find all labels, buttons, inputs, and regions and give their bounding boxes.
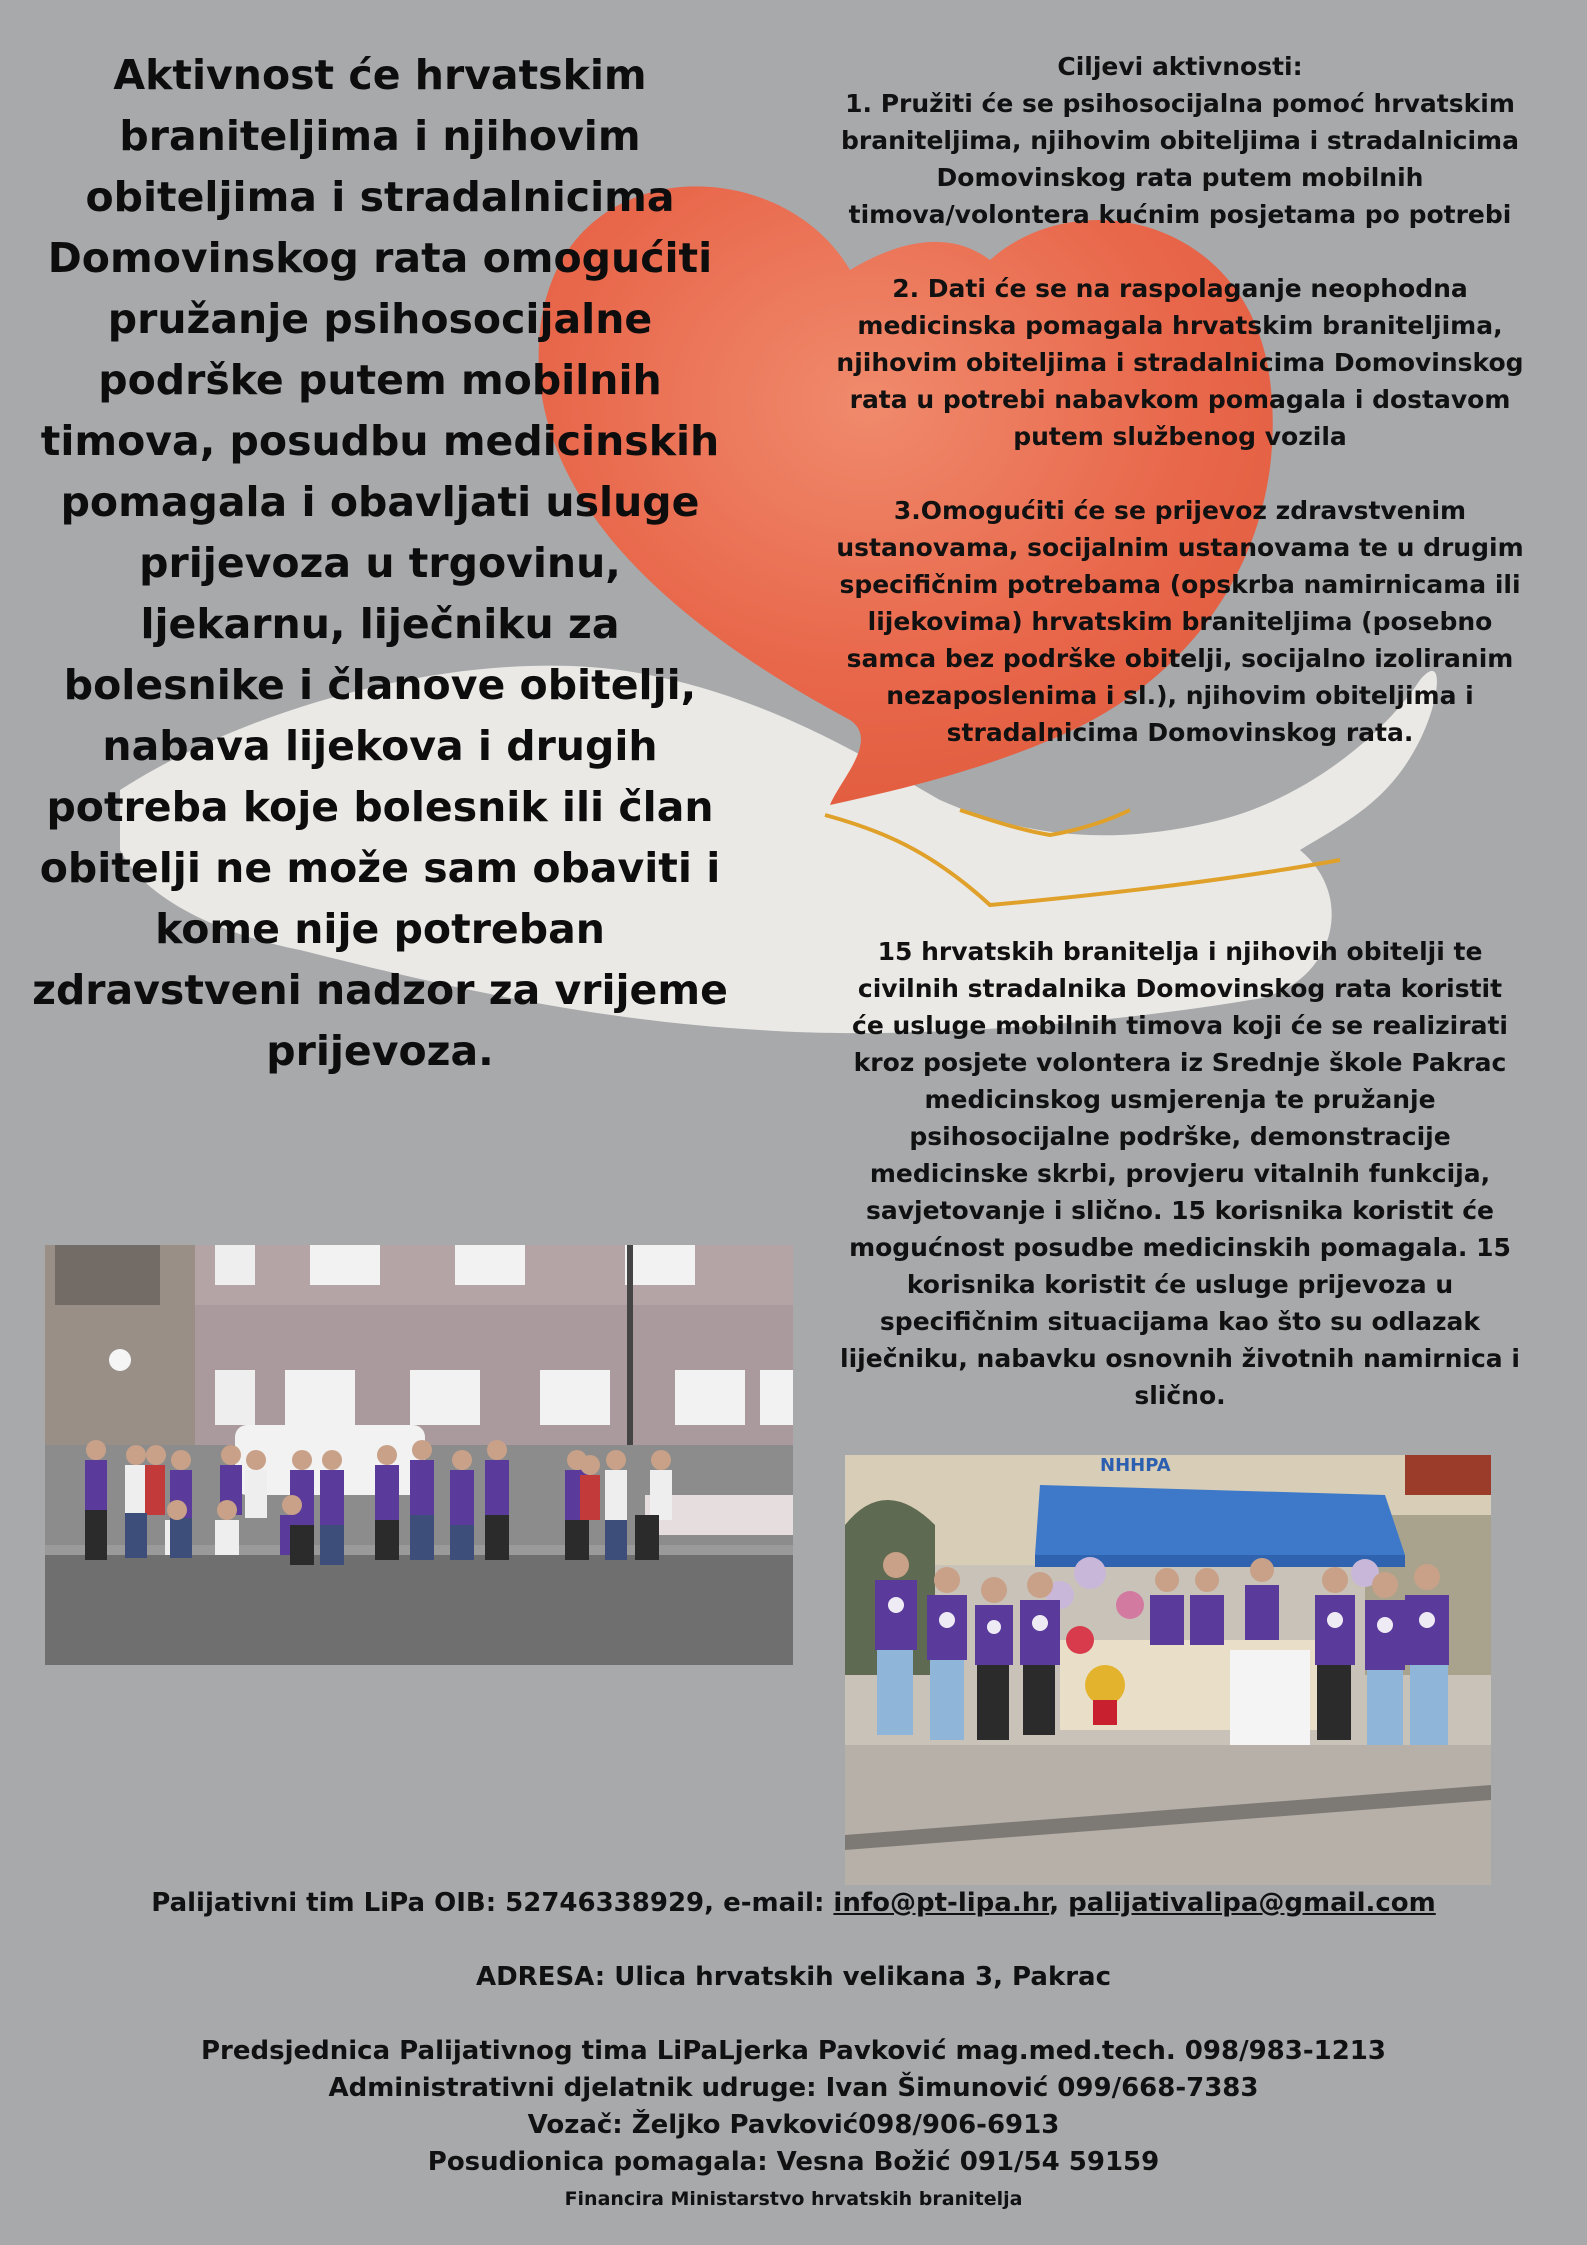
email-separator: , bbox=[1049, 1888, 1060, 1918]
president-line: Predsjednica Palijativnog tima LiPaLjerka Pavković mag.med.tech. 098/983-1213 bbox=[200, 2036, 1386, 2066]
admin-line: Administrativni djelatnik udruge: Ivan Šimunović 099/668-7383 bbox=[328, 2073, 1259, 2103]
group-photo bbox=[45, 1245, 793, 1665]
org-info: Palijativni tim LiPa OIB: 52746338929, e-mail: bbox=[151, 1888, 825, 1918]
lead-paragraph: Aktivnost će hrvatskim braniteljima i njihovim obiteljima i stradalnicima Domovinskog rata omogućiti pružanje psihosocijalne podrške putem mobilnih timova, posudbu medicinskih pomagala i obavljati usluge prijevoza u trgovinu, ljekarnu, liječniku za bolesnike i članove obitelji, nabava lijekova i drugih potreba koje bolesnik ili član obitelji ne može sam obaviti i kome nije potreban zdravstveni nadzor za vrijeme prijevoza. bbox=[32, 51, 728, 1075]
email-link-gmail[interactable]: palijativalipa@gmail.com bbox=[1068, 1888, 1436, 1918]
contact-section bbox=[80, 1885, 1507, 2218]
aids-line: Posudionica pomagala: Vesna Božić 091/54 59159 bbox=[427, 2147, 1160, 2177]
org-line bbox=[80, 1885, 1507, 1922]
address-line: ADRESA: Ulica hrvatskih velikana 3, Pakrac bbox=[475, 1962, 1112, 1992]
goal-item: 2. Dati će se na raspolaganje neophodna medicinska pomagala hrvatskim braniteljima, njihovim obiteljima i stradalnicima Domovinskog rata u potrebi nabavkom pomagala i dostavom putem službenog vozila bbox=[836, 274, 1524, 451]
goal-item: 1. Pružiti će se psihosocijalna pomoć hrvatskim braniteljima, njihovim obiteljima i stradalnicima Domovinskog rata putem mobilnih timova/volontera kućnim posjetama po potrebi bbox=[841, 89, 1519, 229]
stand-sign: NHHPA bbox=[1100, 1455, 1171, 1476]
driver-line: Vozač: Željko Pavković098/906-6913 bbox=[527, 2110, 1060, 2140]
funder-line: Financira Ministarstvo hrvatskih branitelja bbox=[564, 2188, 1023, 2210]
info-stand-photo bbox=[845, 1455, 1491, 1885]
goals-heading: Ciljevi aktivnosti: bbox=[1057, 52, 1303, 81]
beneficiaries-paragraph: 15 hrvatskih branitelja i njihovih obitelji te civilnih stradalnika Domovinskog rata koristit će usluge mobilnih timova koji će se realizirati kroz posjete volontera iz Srednje škole Pakrac medicinskog usmjerenja te pružanje psihosocijalne podrške, demonstracije medicinske skrbi, provjeru vitalnih funkcija, savjetovanje i slično. 15 korisnika koristit će mogućnost posudbe medicinskih pomagala. 15 korisnika koristit će usluge prijevoza u specifičnim situacijama kao što su odlazak liječniku, nabavku osnovnih životnih namirnica i slično. bbox=[840, 937, 1520, 1410]
goal-item: 3.Omogućiti će se prijevoz zdravstvenim ustanovama, socijalnim ustanovama te u drugim specifičnim potrebama (opskrba namirnicama ili lijekovima) hrvatskim braniteljima (posebno samca bez podrške obitelji, socijalno izoliranim nezaposlenima i sl.), njihovim obiteljima i stradalnicima Domovinskog rata. bbox=[836, 496, 1524, 747]
email-link-info[interactable]: info@pt-lipa.hr bbox=[833, 1888, 1050, 1918]
goals-section bbox=[835, 48, 1525, 751]
